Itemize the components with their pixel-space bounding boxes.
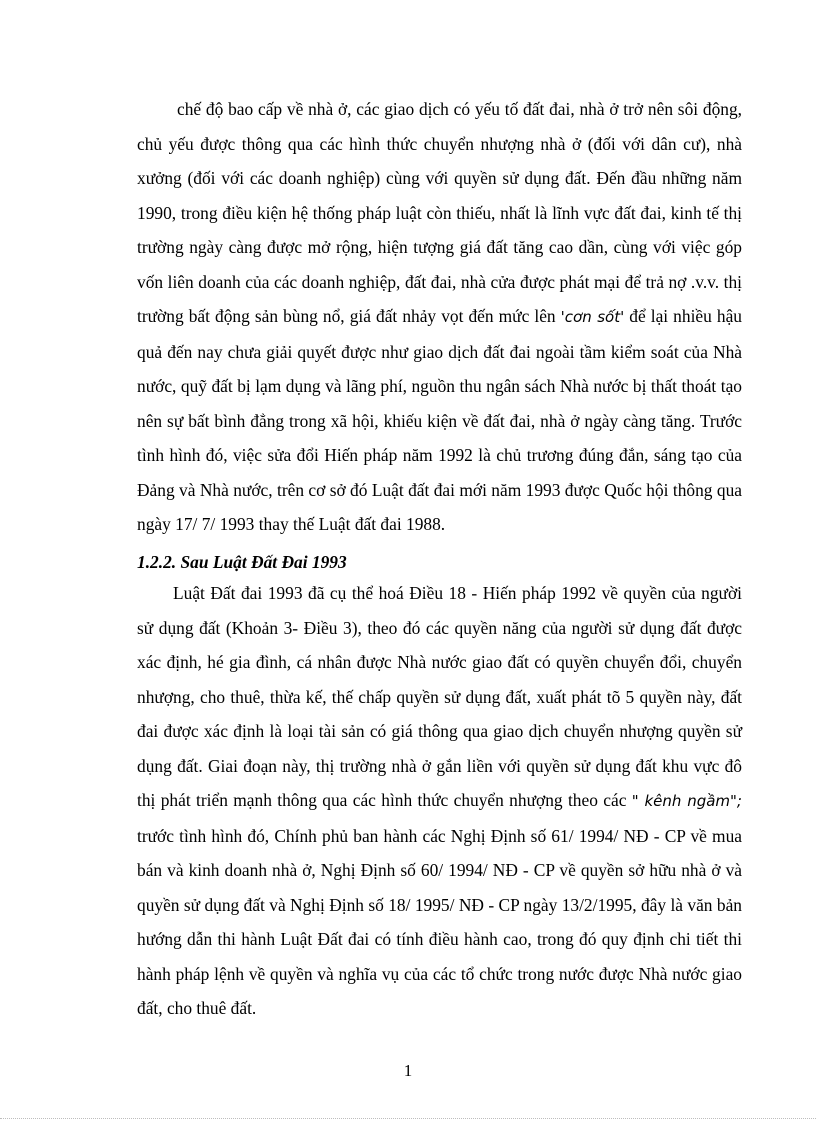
paragraph-2-text: Luật Đất đai 1993 đã cụ thể hoá Điều 18 - Hiến pháp 1992 về quyền của người sử dụng đất (Khoản 3- Điều 3), theo đó các quyền năng của người sử dụng đất được xác định, hé gia đình, cá nhân được Nhà nước giao đất có quyền chuyển đổi, chuyển nhượng, cho thuê, thừa kế, thế chấp quyền sử dụng đất, xuất phát tõ 5 quyền này, đất đai được xác định là loại tài sản có giá thông qua giao dịch chuyển nhượng quyền sử dụng đất. Giai đoạn này, thị trường nhà ở gắn liền với quyền sử dụng đất khu vực đô thị phát triển mạnh thông qua các hình thức chuyển nhượng theo các	[137, 583, 742, 810]
paragraph-1-italic-term: 'cơn sốt'	[560, 308, 625, 326]
section-heading: 1.2.2. Sau Luật Đất Đai 1993	[137, 552, 347, 572]
page-bottom-divider	[0, 1118, 816, 1119]
body-paragraph-2	[137, 576, 742, 1026]
page-number: 1	[403, 1061, 413, 1080]
paragraph-1-text-after: để lại nhiều hậu quả đến nay chưa giải quyết được như giao dịch đất đai ngoài tầm kiểm soát của Nhà nước, quỹ đất bị lạm dụng và lãng phí, nguồn thu ngân sách Nhà nước bị thất thoát tạo nên sự bất bình đẳng trong xã hội, khiếu kiện về đất đai, nhà ở ngày càng tăng. Trước tình hình đó, việc sửa đổi Hiến pháp năm 1992 là chủ trương đúng đắn, sáng tạo của Đảng và Nhà nước, trên cơ sở đó Luật đất đai mới năm 1993 được Quốc hội thông qua ngày 17/ 7/ 1993 thay thế Luật đất đai 1988.	[137, 306, 742, 534]
paragraph-1-text: chế độ bao cấp về nhà ở, các giao dịch có yếu tố đất đai, nhà ở trở nên sôi động, chủ yếu được thông qua các hình thức chuyển nhượng nhà ở (đối với dân cư), nhà xưởng (đối với các doanh nghiệp) cùng với quyền sử dụng đất. Đến đầu những năm 1990, trong điều kiện hệ thống pháp luật còn thiếu, nhất là lĩnh vực đất đai, kinh tế thị trường ngày càng được mở rộng, hiện tượng giá đất tăng cao dần, cùng với việc góp vốn liên doanh của các doanh nghiệp, đất đai, nhà cửa được phát mại để trả nợ .v.v. thị trường bất động sản bùng nổ, giá đất nhảy vọt đến mức lên	[137, 99, 742, 326]
paragraph-2-italic-term: " kênh ngầm";	[631, 792, 742, 810]
body-paragraph-1	[137, 92, 742, 542]
paragraph-2-text-after: trước tình hình đó, Chính phủ ban hành các Nghị Định số 61/ 1994/ NĐ - CP về mua bán và kinh doanh nhà ở, Nghị Định số 60/ 1994/ NĐ - CP về quyền sở hữu nhà ở và quyền sử dụng đất và Nghị Định số 18/ 1995/ NĐ - CP ngày 13/2/1995, đây là văn bản hướng dẫn thi hành Luật Đất đai có tính điều hành cao, trong đó quy định chi tiết thi hành pháp lệnh về quyền và nghĩa vụ của các tổ chức trong nước được Nhà nước giao đất, cho thuê đất.	[137, 825, 742, 1018]
